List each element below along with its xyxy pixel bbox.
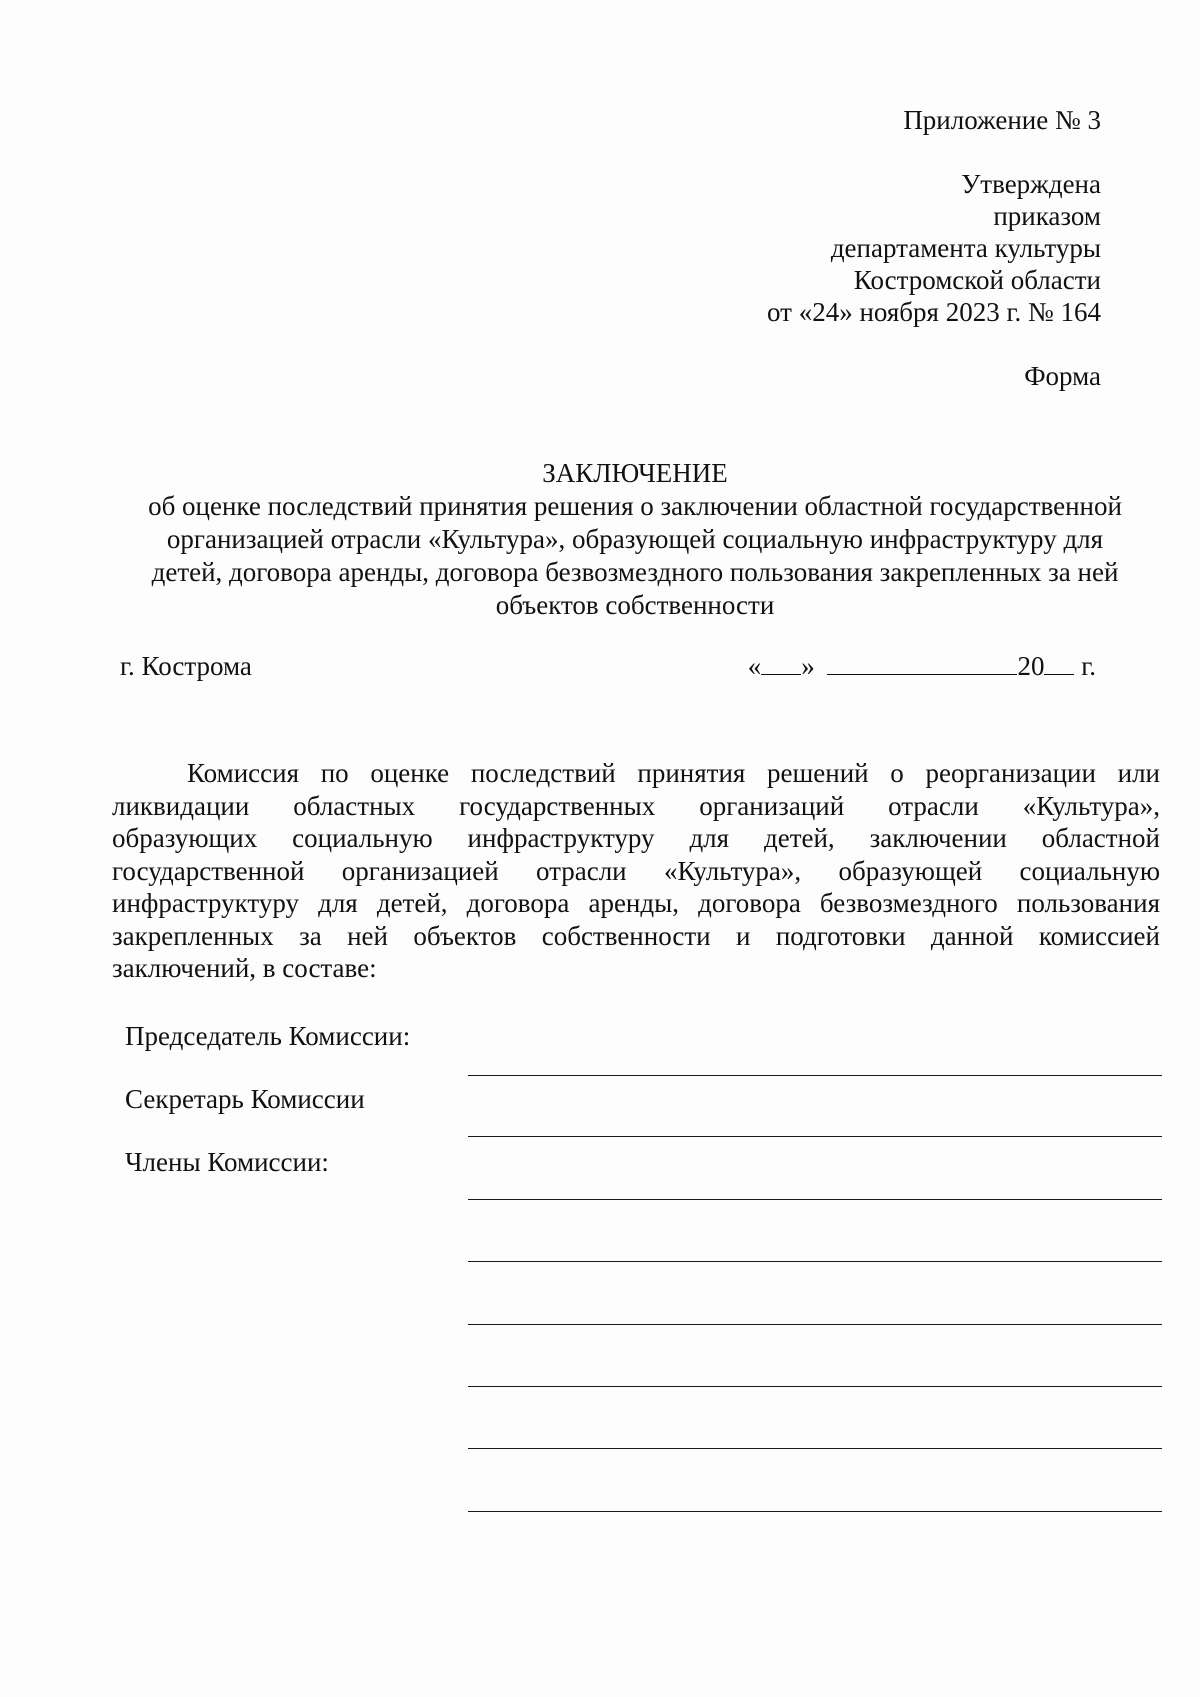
subtitle-line: объектов собственности — [495, 590, 775, 620]
approved-line-2: приказом — [993, 201, 1101, 231]
chairman-label: Председатель Комиссии: — [125, 1021, 411, 1051]
date-close-quote: » — [801, 651, 815, 681]
approval-header — [601, 104, 1101, 392]
member-signature-line[interactable] — [468, 1261, 1162, 1262]
members-label: Члены Комиссии: — [125, 1147, 329, 1177]
body-line: заключений, в составе: — [112, 953, 377, 983]
spacer — [601, 136, 1101, 168]
city-label: г. Кострома — [120, 651, 252, 681]
member-signature-line[interactable] — [468, 1199, 1162, 1200]
approved-line-4: Костромской области — [853, 265, 1101, 295]
secretary-label: Секретарь Комиссии — [125, 1084, 365, 1114]
year-suffix: г. — [1081, 651, 1096, 681]
month-blank[interactable] — [827, 650, 1017, 675]
document-subtitle — [110, 490, 1160, 622]
day-blank[interactable] — [761, 650, 801, 675]
year-blank[interactable] — [1044, 650, 1074, 675]
subtitle-line: об оценке последствий принятия решения о заключении областной государственной — [148, 491, 1122, 521]
member-signature-line[interactable] — [468, 1511, 1162, 1512]
member-signature-line[interactable] — [468, 1386, 1162, 1387]
subtitle-line: детей, договора аренды, договора безвозмездного пользования закрепленных за ней — [151, 557, 1119, 587]
subtitle-line: организацией отрасли «Культура», образующей социальную инфраструктуру для — [166, 524, 1104, 554]
body-line: государственной организацией отрасли «Культура», образующей социальную — [112, 855, 1160, 886]
approved-line-3: департамента культуры — [830, 233, 1101, 263]
spacer — [601, 328, 1101, 360]
chairman-signature-line[interactable] — [468, 1075, 1162, 1076]
year-prefix: 20 — [1017, 651, 1045, 681]
appendix-label: Приложение № 3 — [903, 105, 1101, 135]
date-field — [748, 650, 1096, 682]
approved-line-1: Утверждена — [961, 169, 1101, 199]
body-line: образующих социальную инфраструктуру для детей, заключении областной — [112, 823, 1160, 853]
body-line: закрепленных за ней объектов собственности и подготовки данной комиссией — [112, 920, 1160, 951]
body-line: ликвидации областных государственных организаций отрасли «Культура», — [112, 790, 1160, 821]
member-signature-line[interactable] — [468, 1324, 1162, 1325]
approved-line-5: от «24» ноября 2023 г. № 164 — [767, 297, 1101, 327]
body-paragraph — [112, 757, 1160, 985]
body-line: Комиссия по оценке последствий принятия решений о реорганизации или — [187, 758, 1160, 788]
form-label: Форма — [1024, 361, 1101, 391]
body-line: инфраструктуру для детей, договора аренды, договора безвозмездного пользования — [112, 888, 1160, 918]
member-signature-line[interactable] — [468, 1448, 1162, 1449]
date-open-quote: « — [747, 651, 762, 681]
secretary-signature-line[interactable] — [468, 1136, 1162, 1137]
document-title: ЗАКЛЮЧЕНИЕ — [542, 458, 728, 488]
